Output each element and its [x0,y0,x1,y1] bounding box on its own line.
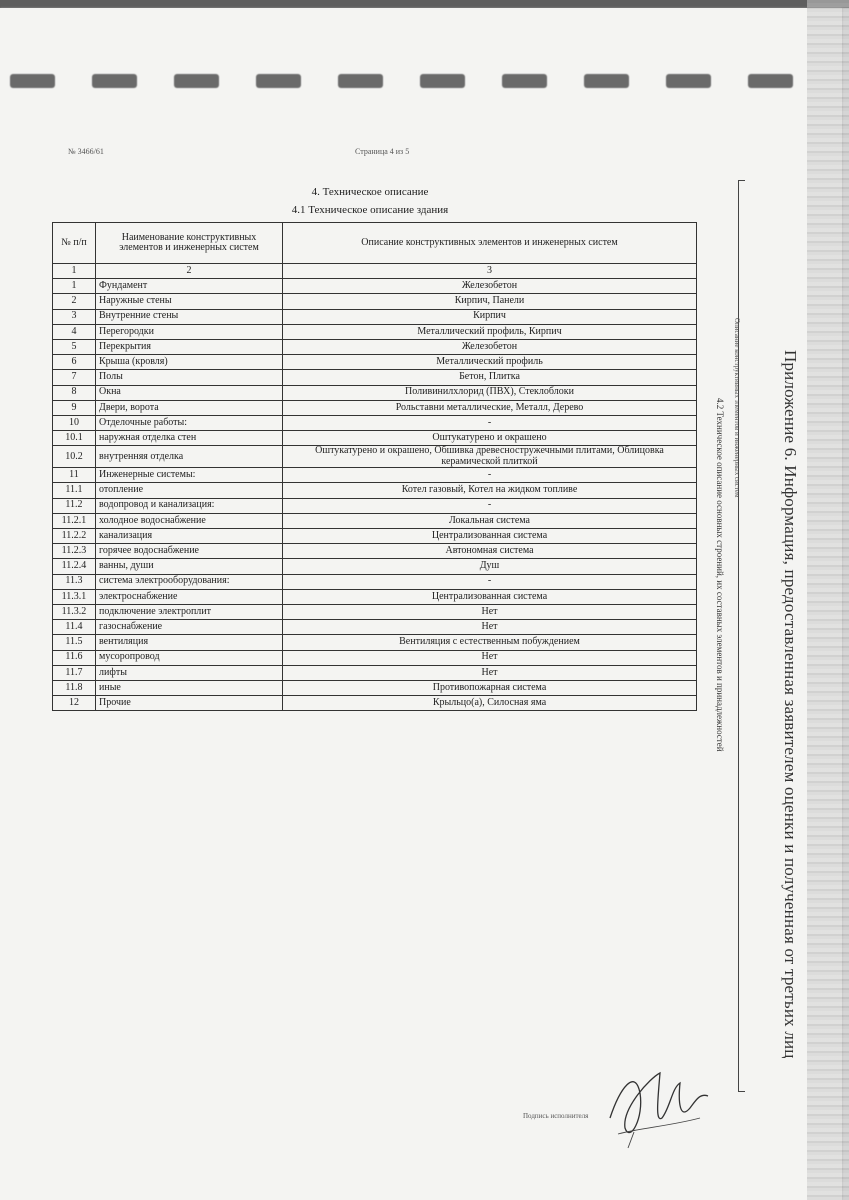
table-row [53,431,697,446]
row-description: Оштукатурено и окрашено, Обшивка древесностружечными плитами, Облицовка керамической плиткой [283,446,697,468]
row-number: 11.4 [53,620,96,635]
row-number: 11 [53,468,96,483]
row-element-name: иные [96,680,283,695]
row-description: Кирпич [283,309,697,324]
row-number: 8 [53,385,96,400]
table-row [53,339,697,354]
row-number: 11.3.1 [53,589,96,604]
header-number: № п/п [53,223,96,264]
row-description: Нет [283,650,697,665]
table-row [53,324,697,339]
table-row [53,680,697,695]
row-description: Централизованная система [283,589,697,604]
row-description: Вентиляция с естественным побуждением [283,635,697,650]
table-row [53,529,697,544]
row-number: 11.6 [53,650,96,665]
side-caption: Описание конструктивных элементов и инженерных систем [733,318,741,498]
row-element-name: вентиляция [96,635,283,650]
row-number: 11.2.2 [53,529,96,544]
row-description: Локальная система [283,513,697,528]
row-element-name: газоснабжение [96,620,283,635]
row-description: Душ [283,559,697,574]
header-description: Описание конструктивных элементов и инженерных систем [283,223,697,264]
row-number: 2 [53,294,96,309]
row-number: 12 [53,696,96,711]
table-body [53,279,697,711]
index-cell: 3 [283,264,697,279]
perforation-strip [0,74,800,94]
row-number: 11.1 [53,483,96,498]
page-counter: Страница 4 из 5 [355,147,410,156]
scan-right-edge [807,0,849,1200]
row-number: 11.2.4 [53,559,96,574]
table-row [53,446,697,468]
row-description: Металлический профиль, Кирпич [283,324,697,339]
row-number: 6 [53,355,96,370]
row-description: Нет [283,665,697,680]
table-row [53,513,697,528]
row-element-name: Окна [96,385,283,400]
row-description: - [283,468,697,483]
table-row [53,665,697,680]
row-description: - [283,498,697,513]
scan-top-edge [0,0,849,8]
row-number: 11.2 [53,498,96,513]
row-element-name: Перекрытия [96,339,283,354]
row-element-name: система электрооборудования: [96,574,283,589]
table-row [53,650,697,665]
document-number: № 3466/61 [68,147,104,156]
header-element-name: Наименование конструктивных элементов и инженерных систем [96,223,283,264]
row-number: 11.2.3 [53,544,96,559]
table-row [53,294,697,309]
row-description: Централизованная система [283,529,697,544]
table-index-row [53,264,697,279]
row-element-name: подключение электроплит [96,604,283,619]
index-cell: 2 [96,264,283,279]
table-row [53,468,697,483]
row-element-name: Инженерные системы: [96,468,283,483]
row-description: Рольставни металлические, Металл, Дерево [283,400,697,415]
table-row [53,544,697,559]
table-row [53,483,697,498]
row-number: 11.3.2 [53,604,96,619]
table-row [53,574,697,589]
row-element-name: мусоропровод [96,650,283,665]
table-row [53,604,697,619]
row-description: Крыльцо(а), Силосная яма [283,696,697,711]
table-row [53,400,697,415]
row-description: Автономная система [283,544,697,559]
side-bracket [738,180,745,1092]
row-element-name: горячее водоснабжение [96,544,283,559]
row-description: Нет [283,604,697,619]
row-description: - [283,574,697,589]
table-row [53,696,697,711]
table-row [53,415,697,430]
row-element-name: Отделочные работы: [96,415,283,430]
row-description: Металлический профиль [283,355,697,370]
row-description: Бетон, Плитка [283,370,697,385]
row-number: 7 [53,370,96,385]
table-row [53,620,697,635]
row-description: Железобетон [283,279,697,294]
table-row [53,589,697,604]
row-element-name: лифты [96,665,283,680]
row-number: 11.2.1 [53,513,96,528]
row-element-name: Полы [96,370,283,385]
row-element-name: Крыша (кровля) [96,355,283,370]
row-description: - [283,415,697,430]
row-description: Кирпич, Панели [283,294,697,309]
row-description: Поливинилхлорид (ПВХ), Стеклоблоки [283,385,697,400]
signature-label: Подпись исполнителя [523,1112,589,1120]
row-number: 1 [53,279,96,294]
row-element-name: холодное водоснабжение [96,513,283,528]
row-description: Нет [283,620,697,635]
row-number: 9 [53,400,96,415]
row-number: 5 [53,339,96,354]
section-title: 4. Техническое описание [311,186,429,198]
row-element-name: Фундамент [96,279,283,294]
row-element-name: ванны, души [96,559,283,574]
table-row [53,370,697,385]
subsection-title: 4.1 Техническое описание здания [291,204,449,216]
row-description: Железобетон [283,339,697,354]
table-row [53,355,697,370]
row-element-name: электроснабжение [96,589,283,604]
row-element-name: Внутренние стены [96,309,283,324]
row-description: Котел газовый, Котел на жидком топливе [283,483,697,498]
row-element-name: Перегородки [96,324,283,339]
signature-mark [600,1048,720,1158]
table-row [53,498,697,513]
row-description: Противопожарная система [283,680,697,695]
table-row [53,309,697,324]
row-number: 11.5 [53,635,96,650]
table-row [53,279,697,294]
row-element-name: водопровод и канализация: [96,498,283,513]
table-header-row [53,223,697,264]
table-row [53,559,697,574]
row-number: 11.7 [53,665,96,680]
technical-description-table [52,222,697,711]
row-element-name: Двери, ворота [96,400,283,415]
appendix-side-title: Приложение 6. Информация, предоставленная заявителем оценки и полученная от третьих лиц [781,350,800,1059]
row-element-name: отопление [96,483,283,498]
row-element-name: внутренняя отделка [96,446,283,468]
row-number: 11.8 [53,680,96,695]
row-element-name: канализация [96,529,283,544]
table-row [53,635,697,650]
table-row [53,385,697,400]
row-element-name: Наружные стены [96,294,283,309]
row-number: 4 [53,324,96,339]
row-number: 11.3 [53,574,96,589]
document-page [0,8,842,1200]
row-element-name: Прочие [96,696,283,711]
row-element-name: наружная отделка стен [96,431,283,446]
section-side-title: 4.2 Техническое описание основных строений, их составных элементов и принадлежностей [715,398,725,752]
row-number: 3 [53,309,96,324]
index-cell: 1 [53,264,96,279]
row-number: 10.2 [53,446,96,468]
row-number: 10 [53,415,96,430]
row-description: Оштукатурено и окрашено [283,431,697,446]
row-number: 10.1 [53,431,96,446]
